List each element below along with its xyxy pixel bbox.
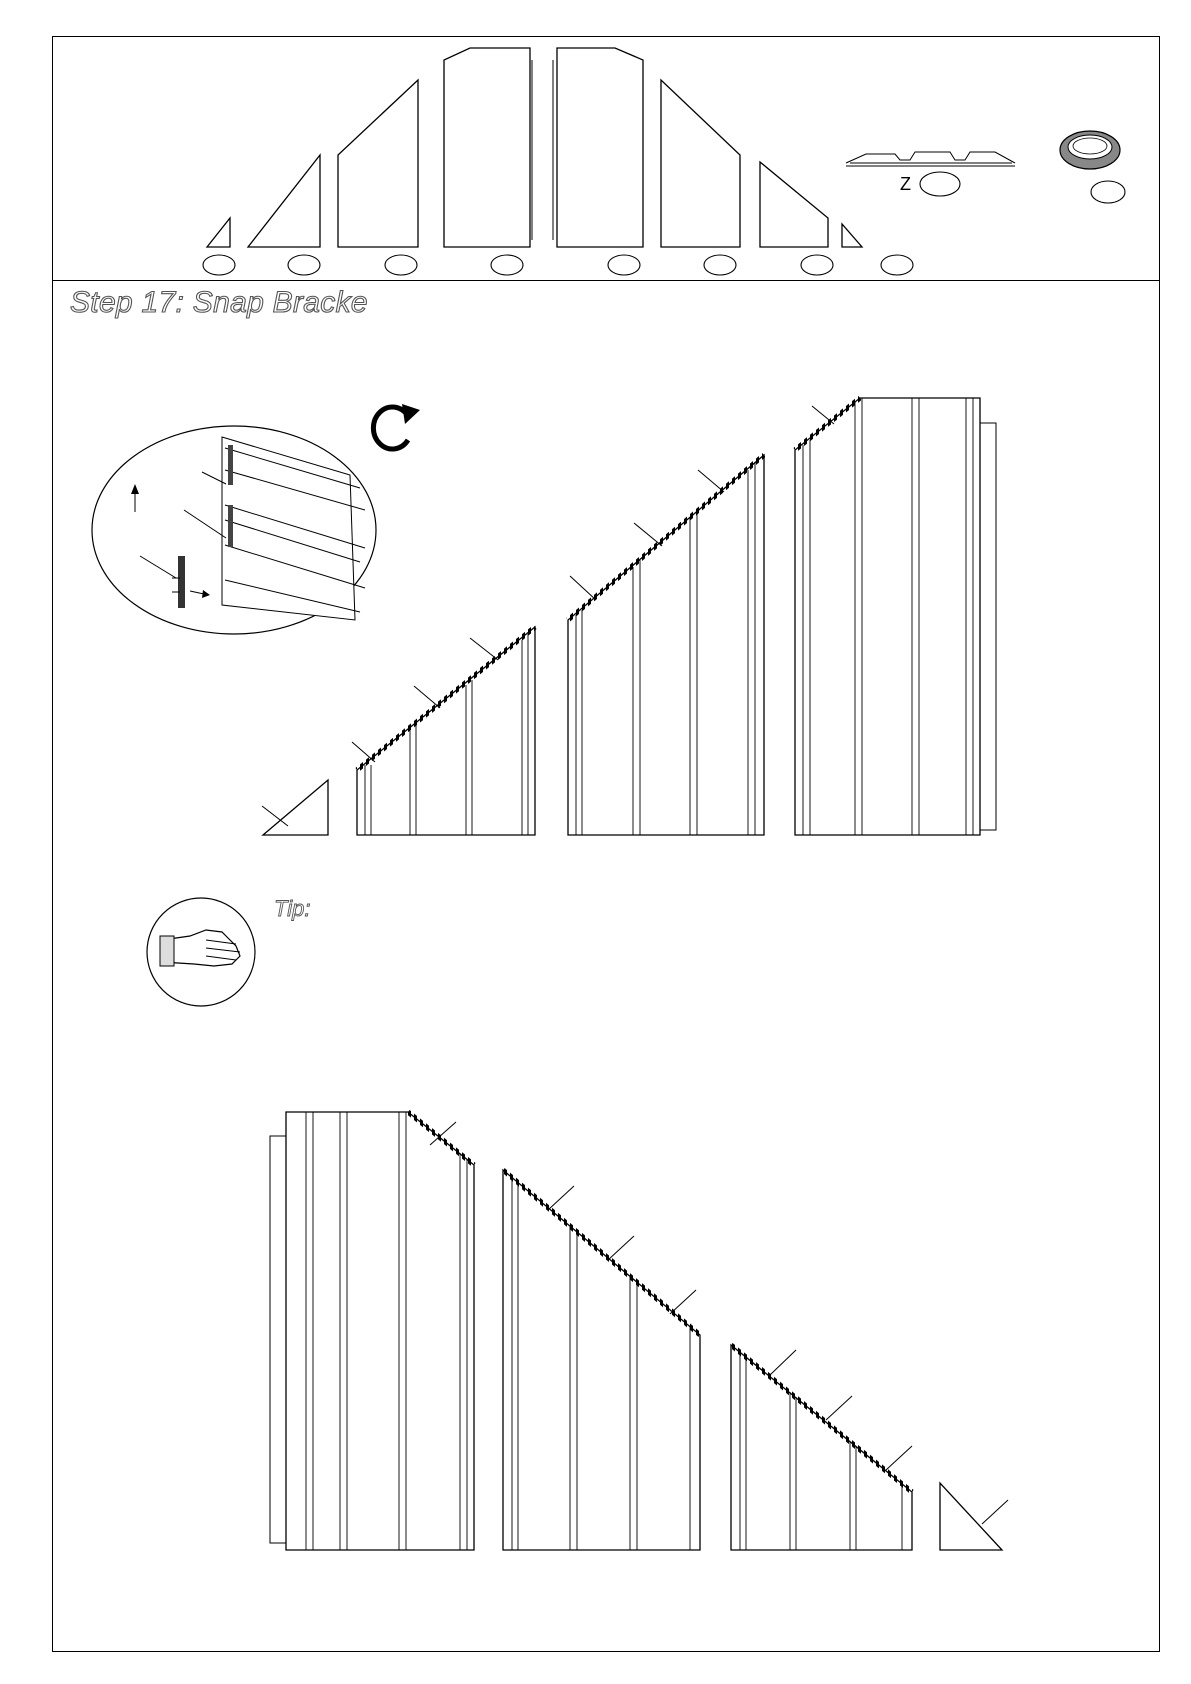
panel-small-left (263, 780, 328, 835)
z-bracket-icon (846, 152, 1015, 166)
step-title: Step 17: Snap Bracke (70, 286, 368, 319)
tip-label: Tip: (274, 896, 311, 921)
z-bracket-label: Z (900, 174, 911, 194)
part-number-bubble (385, 255, 417, 275)
panel-medium-left (357, 627, 535, 835)
lower-panel-row (270, 1112, 1008, 1550)
panel-medium-right (731, 1345, 912, 1550)
parts-strip (203, 48, 1125, 275)
part-panel-4 (444, 48, 530, 247)
part-number-bubble (608, 255, 640, 275)
part-number-bubble (801, 255, 833, 275)
part-panel-6 (661, 80, 740, 247)
magnified-detail-icon (92, 426, 376, 634)
glove-icon (147, 898, 255, 1006)
panel-tall-left (795, 398, 980, 835)
part-panel-8 (842, 224, 862, 247)
part-panel-3 (338, 80, 418, 247)
part-panel-1 (207, 218, 230, 247)
panel-small-right (940, 1483, 1002, 1550)
ring-part-icon (1060, 131, 1120, 169)
part-number-bubble (288, 255, 320, 275)
part-number-bubble (1091, 181, 1125, 203)
part-number-bubble (704, 255, 736, 275)
part-panel-5 (557, 48, 643, 247)
part-number-bubble (920, 172, 960, 196)
part-panel-2 (248, 155, 320, 247)
part-panel-7 (760, 162, 828, 247)
rotate-clockwise-icon (373, 404, 420, 449)
part-number-bubble (203, 255, 235, 275)
panel-large-left (568, 455, 764, 835)
part-number-bubble (881, 255, 913, 275)
upper-panel-row (262, 398, 996, 835)
panel-large-right (503, 1170, 700, 1550)
panel-tall-right (286, 1112, 474, 1550)
part-number-bubble (491, 255, 523, 275)
